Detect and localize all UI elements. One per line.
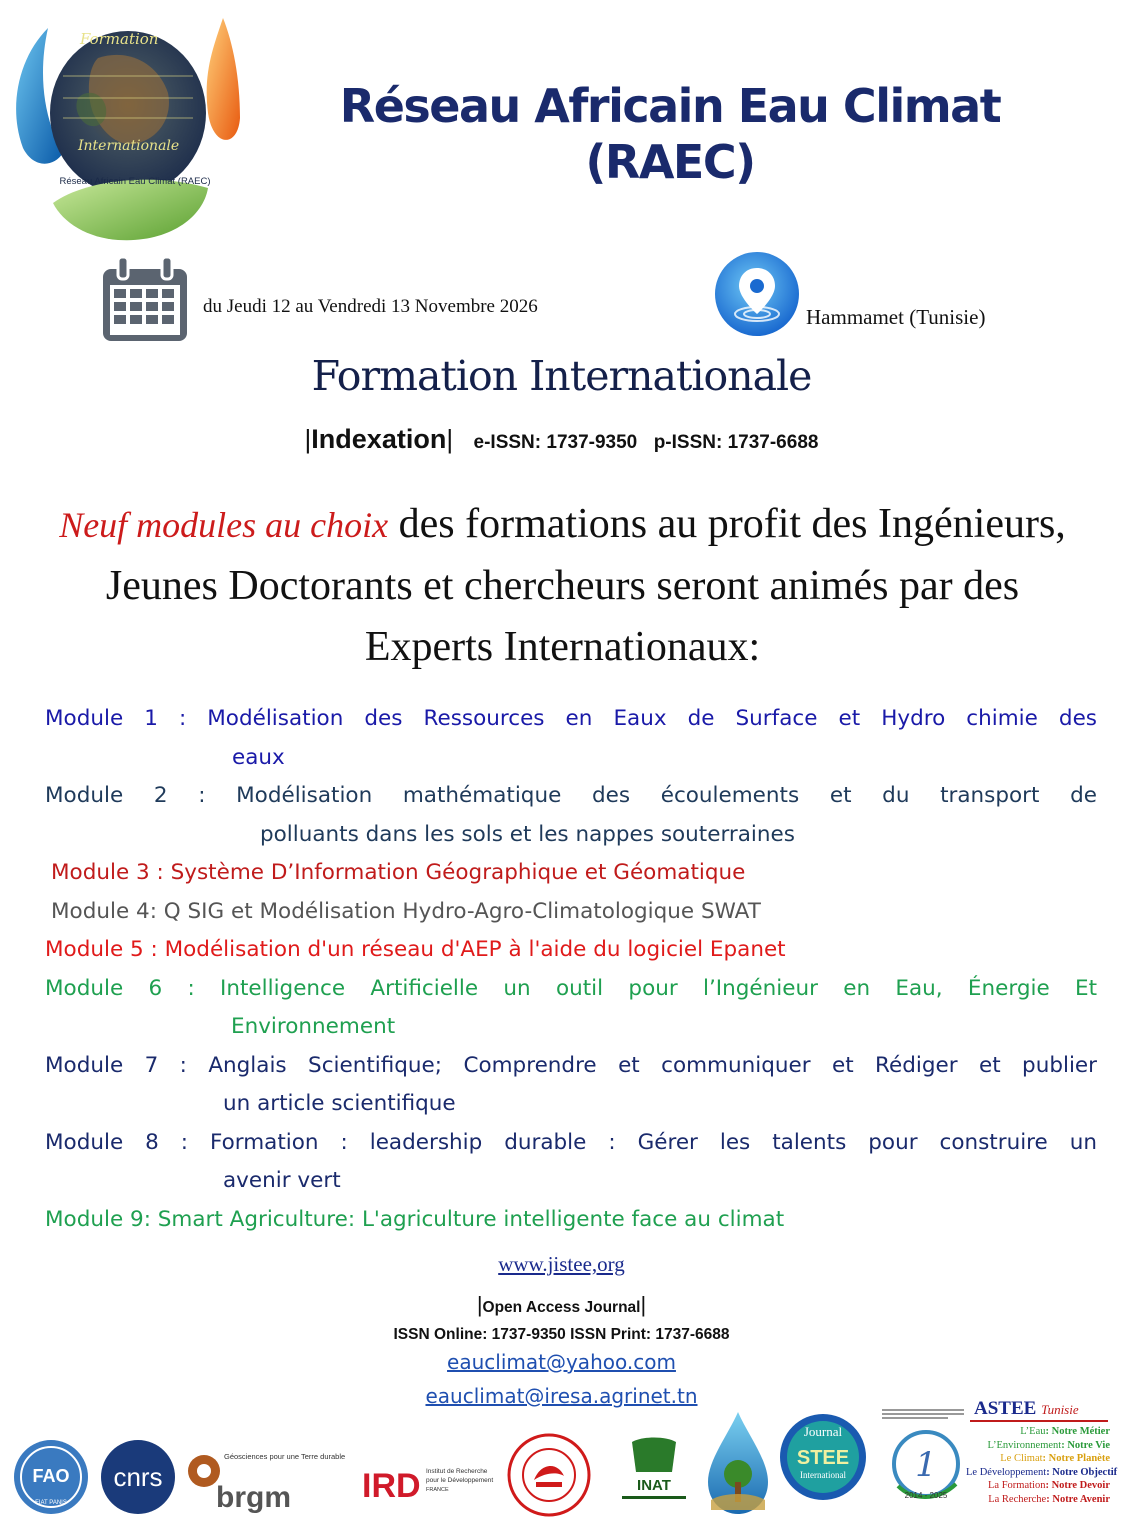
- fao-logo: [12, 1438, 90, 1516]
- module-2-continuation: polluants dans les sols et les nappes souterraines: [260, 821, 795, 847]
- e-issn: e-ISSN: 1737-9350: [473, 432, 638, 453]
- module-9-title: Module 9: Smart Agriculture: L'agriculture intelligente face au climat: [45, 1206, 785, 1232]
- module-6-title: Module 6 : Intelligence Artificielle un outil pour l’Ingénieur en Eau, Énergie Et: [45, 975, 1097, 1001]
- module-1-continuation: eaux: [232, 744, 285, 770]
- astee-motto-6: [966, 1493, 1110, 1507]
- astee-logo: [878, 1398, 1118, 1516]
- p-issn: p-ISSN: 1737-6688: [653, 432, 819, 453]
- intro-paragraph: [40, 494, 1085, 678]
- astee-motto-value: : Notre Objectif: [1046, 1466, 1118, 1478]
- module-4: [45, 893, 1097, 932]
- module-3: [45, 854, 1097, 893]
- astee-years: 2014 - 2025: [904, 1491, 948, 1500]
- event-date: du Jeudi 12 au Vendredi 13 Novembre 2026: [203, 296, 538, 317]
- module-4-title: Module 4: Q SIG et Modélisation Hydro-Agro-Climatologique SWAT: [51, 898, 761, 924]
- astee-motto-key: L’Eau: [1020, 1426, 1046, 1437]
- module-2: [45, 777, 1097, 854]
- astee-name: ASTEE: [974, 1398, 1037, 1419]
- astee-country: Tunisie: [1041, 1402, 1079, 1417]
- title-line-1: Réseau Africain Eau Climat: [339, 79, 1001, 133]
- module-6-continuation: Environnement: [231, 1014, 396, 1039]
- inat-logo: [612, 1432, 696, 1516]
- title-line-2: (RAEC): [585, 135, 755, 189]
- astee-motto-value: : Notre Planète: [1042, 1453, 1110, 1464]
- astee-motto-key: L’Environnement: [987, 1439, 1062, 1451]
- stee-text: STEE: [796, 1447, 850, 1469]
- astee-motto-list: [966, 1425, 1118, 1506]
- astee-motto-key: Le Développement: [966, 1466, 1047, 1478]
- university-badji-mokhtar-logo: [506, 1432, 592, 1518]
- cnrs-text: cnrs: [113, 1462, 163, 1492]
- module-7-title: Module 7 : Anglais Scientifique; Comprendre et communiquer et Rédiger et publier: [45, 1052, 1097, 1078]
- module-7: [45, 1047, 1097, 1124]
- modules-list: [45, 700, 1097, 1239]
- indexation-label: Indexation: [311, 424, 447, 454]
- brgm-tagline: Géosciences pour une Terre durable: [224, 1452, 346, 1461]
- astee-anniversary-emblem: [878, 1406, 968, 1506]
- svg-text:1: 1: [915, 1445, 937, 1485]
- ird-tag-2: pour le Développement: [426, 1477, 494, 1484]
- location-pin-icon: [713, 250, 801, 338]
- astee-motto-key: Le Climat: [1000, 1453, 1043, 1464]
- astee-motto-4: [966, 1466, 1118, 1480]
- intro-highlight: Neuf modules au choix: [59, 505, 389, 545]
- module-8-continuation: avenir vert: [223, 1168, 341, 1193]
- inat-text: INAT: [637, 1477, 671, 1494]
- module-8-title: Module 8 : Formation : leadership durable : Gérer les talents pour construire un: [45, 1129, 1097, 1155]
- page-title: [240, 78, 1100, 190]
- indexation-row: |Indexation| e-ISSN: 1737-9350 p-ISSN: 1737-6688: [304, 424, 819, 454]
- journal-stee-logo: [778, 1412, 868, 1502]
- ird-logo: [360, 1455, 495, 1507]
- fao-text: FAO: [32, 1466, 70, 1486]
- logo-internationale-text: Internationale: [78, 138, 180, 154]
- water-drop-tree-logo: [703, 1410, 773, 1516]
- ird-tag-1: Institut de Recherche: [426, 1468, 488, 1475]
- module-8: [45, 1124, 1097, 1201]
- cnrs-logo: [98, 1438, 178, 1516]
- astee-motto-value: : Notre Devoir: [1045, 1480, 1110, 1491]
- brgm-logo: [182, 1445, 352, 1513]
- module-3-title: Module 3 : Système D’Information Géographique et Géomatique: [51, 860, 746, 885]
- astee-motto-value: : Notre Avenir: [1046, 1493, 1110, 1505]
- module-5: [45, 931, 1097, 970]
- open-access-text: Open Access Journal: [482, 1299, 641, 1316]
- module-6: [45, 970, 1097, 1047]
- logo-caption: Réseau Africain Eau Climat (RAEC): [59, 176, 211, 187]
- brgm-text: brgm: [216, 1481, 291, 1513]
- event-location: Hammamet (Tunisie): [806, 305, 986, 329]
- ird-text: IRD: [362, 1467, 421, 1505]
- fao-sub-text: FIAT PANIS: [35, 1500, 67, 1506]
- astee-motto-3: [966, 1452, 1110, 1466]
- module-7-continuation: un article scientifique: [223, 1091, 456, 1116]
- ird-tag-3: FRANCE: [426, 1487, 449, 1493]
- module-9: [45, 1201, 1097, 1240]
- formation-title: Formation Internationale: [311, 352, 812, 400]
- module-2-title: Module 2 : Modélisation mathématique des écoulements et du transport de: [45, 783, 1097, 808]
- issn-line: ISSN Online: 1737-9350 ISSN Print: 1737-6688: [393, 1326, 730, 1343]
- astee-motto-key: La Recherche: [988, 1493, 1047, 1505]
- open-access-label: |Open Access Journal|: [476, 1292, 647, 1317]
- module-5-title: Module 5 : Modélisation d'un réseau d'AEP à l'aide du logiciel Epanet: [45, 937, 786, 962]
- raec-logo: [8, 18, 240, 248]
- journal-text: Journal: [803, 1424, 843, 1439]
- calendar-icon: [100, 255, 190, 343]
- module-1: [45, 700, 1097, 777]
- website-link[interactable]: www.jistee,org: [498, 1252, 625, 1276]
- email-link-iresa[interactable]: eauclimat@iresa.agrinet.tn: [425, 1384, 698, 1408]
- email-link-yahoo[interactable]: eauclimat@yahoo.com: [447, 1350, 676, 1374]
- astee-motto-5: [966, 1479, 1110, 1493]
- astee-motto-1: [966, 1425, 1110, 1439]
- astee-motto-key: La Formation: [988, 1480, 1046, 1491]
- module-1-title: Module 1 : Modélisation des Ressources en Eaux de Surface et Hydro chimie des: [45, 706, 1097, 731]
- astee-motto-2: [966, 1439, 1110, 1453]
- international-text: International: [800, 1470, 846, 1480]
- logo-formation-text: Formation: [80, 30, 159, 48]
- astee-motto-value: : Notre Vie: [1061, 1439, 1110, 1451]
- intro-text: des formations au profit des Ingénieurs, Jeunes Doctorants et chercheurs seront animés par des Experts Internationaux:: [105, 501, 1066, 670]
- astee-motto-value: : Notre Métier: [1045, 1426, 1110, 1437]
